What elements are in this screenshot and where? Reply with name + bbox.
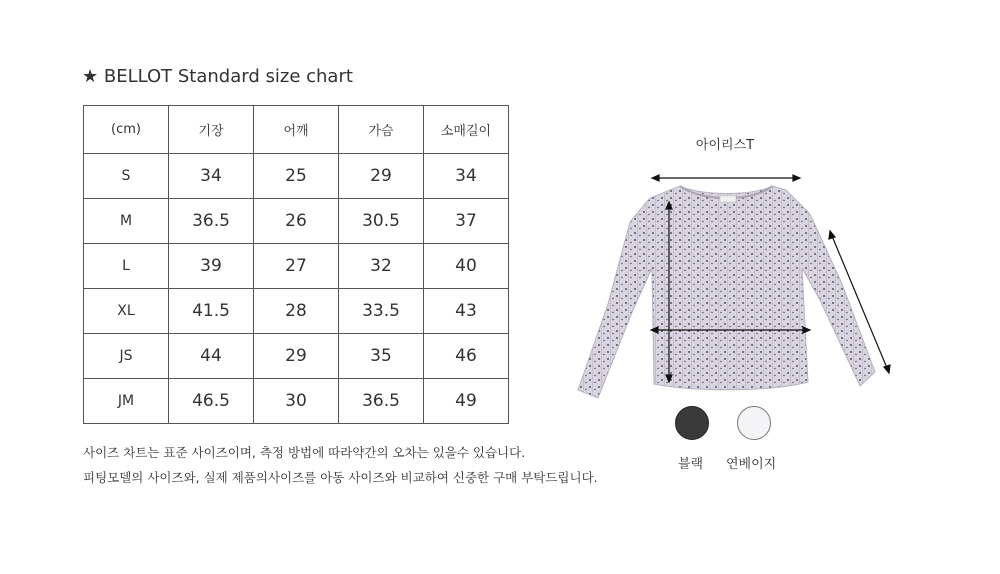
- header-cell: 가슴: [339, 106, 424, 154]
- table-row: [84, 244, 509, 289]
- chart-title: ★ BELLOT Standard size chart: [82, 66, 353, 87]
- table-cell: 43: [424, 289, 509, 334]
- table-cell: 36.5: [169, 199, 254, 244]
- disclaimer-line: 사이즈 차트는 표준 사이즈이며, 측정 방법에 따라약간의 오차는 있을수 있습니다.: [83, 445, 526, 460]
- shirt-body: [578, 186, 875, 398]
- table-header-row: [84, 106, 509, 154]
- table-cell: 46.5: [169, 379, 254, 424]
- size-label-cell: M: [84, 199, 169, 244]
- table-cell: 49: [424, 379, 509, 424]
- header-cell: 어깨: [254, 106, 339, 154]
- beige-color-swatch: [737, 406, 771, 440]
- table-cell: 35: [339, 334, 424, 379]
- disclaimer-line: 피팅모델의 사이즈와, 실제 제품의사이즈를 아동 사이즈와 비교하여 신중한 구매 부탁드립니다.: [83, 470, 598, 485]
- shirt-diagram-image: [570, 160, 900, 412]
- table-cell: 34: [424, 154, 509, 199]
- table-cell: 26: [254, 199, 339, 244]
- color-label-black: 블랙: [678, 457, 704, 472]
- table-cell: 34: [169, 154, 254, 199]
- table-row: [84, 379, 509, 424]
- size-label-cell: JS: [84, 334, 169, 379]
- table-cell: 37: [424, 199, 509, 244]
- table-row: [84, 154, 509, 199]
- size-chart-table: [83, 105, 509, 424]
- header-cell: 소매길이: [424, 106, 509, 154]
- size-label-cell: JM: [84, 379, 169, 424]
- table-cell: 29: [254, 334, 339, 379]
- size-label-cell: L: [84, 244, 169, 289]
- table-cell: 29: [339, 154, 424, 199]
- header-cell: 기장: [169, 106, 254, 154]
- table-cell: 28: [254, 289, 339, 334]
- table-cell: 40: [424, 244, 509, 289]
- table-row: [84, 289, 509, 334]
- table-cell: 39: [169, 244, 254, 289]
- product-name: 아이리스T: [695, 138, 755, 153]
- table-cell: 36.5: [339, 379, 424, 424]
- size-label-cell: S: [84, 154, 169, 199]
- size-label-cell: XL: [84, 289, 169, 334]
- table-cell: 30: [254, 379, 339, 424]
- black-color-swatch: [675, 406, 709, 440]
- table-row: [84, 334, 509, 379]
- header-cell: (cm): [84, 106, 169, 154]
- table-cell: 32: [339, 244, 424, 289]
- table-cell: 41.5: [169, 289, 254, 334]
- table-cell: 44: [169, 334, 254, 379]
- table-cell: 25: [254, 154, 339, 199]
- table-cell: 46: [424, 334, 509, 379]
- color-label-beige: 연베이지: [726, 457, 777, 472]
- table-cell: 27: [254, 244, 339, 289]
- shirt-tag: [720, 196, 736, 202]
- table-row: [84, 199, 509, 244]
- table-cell: 30.5: [339, 199, 424, 244]
- shoulder-arrow: [652, 175, 800, 181]
- table-cell: 33.5: [339, 289, 424, 334]
